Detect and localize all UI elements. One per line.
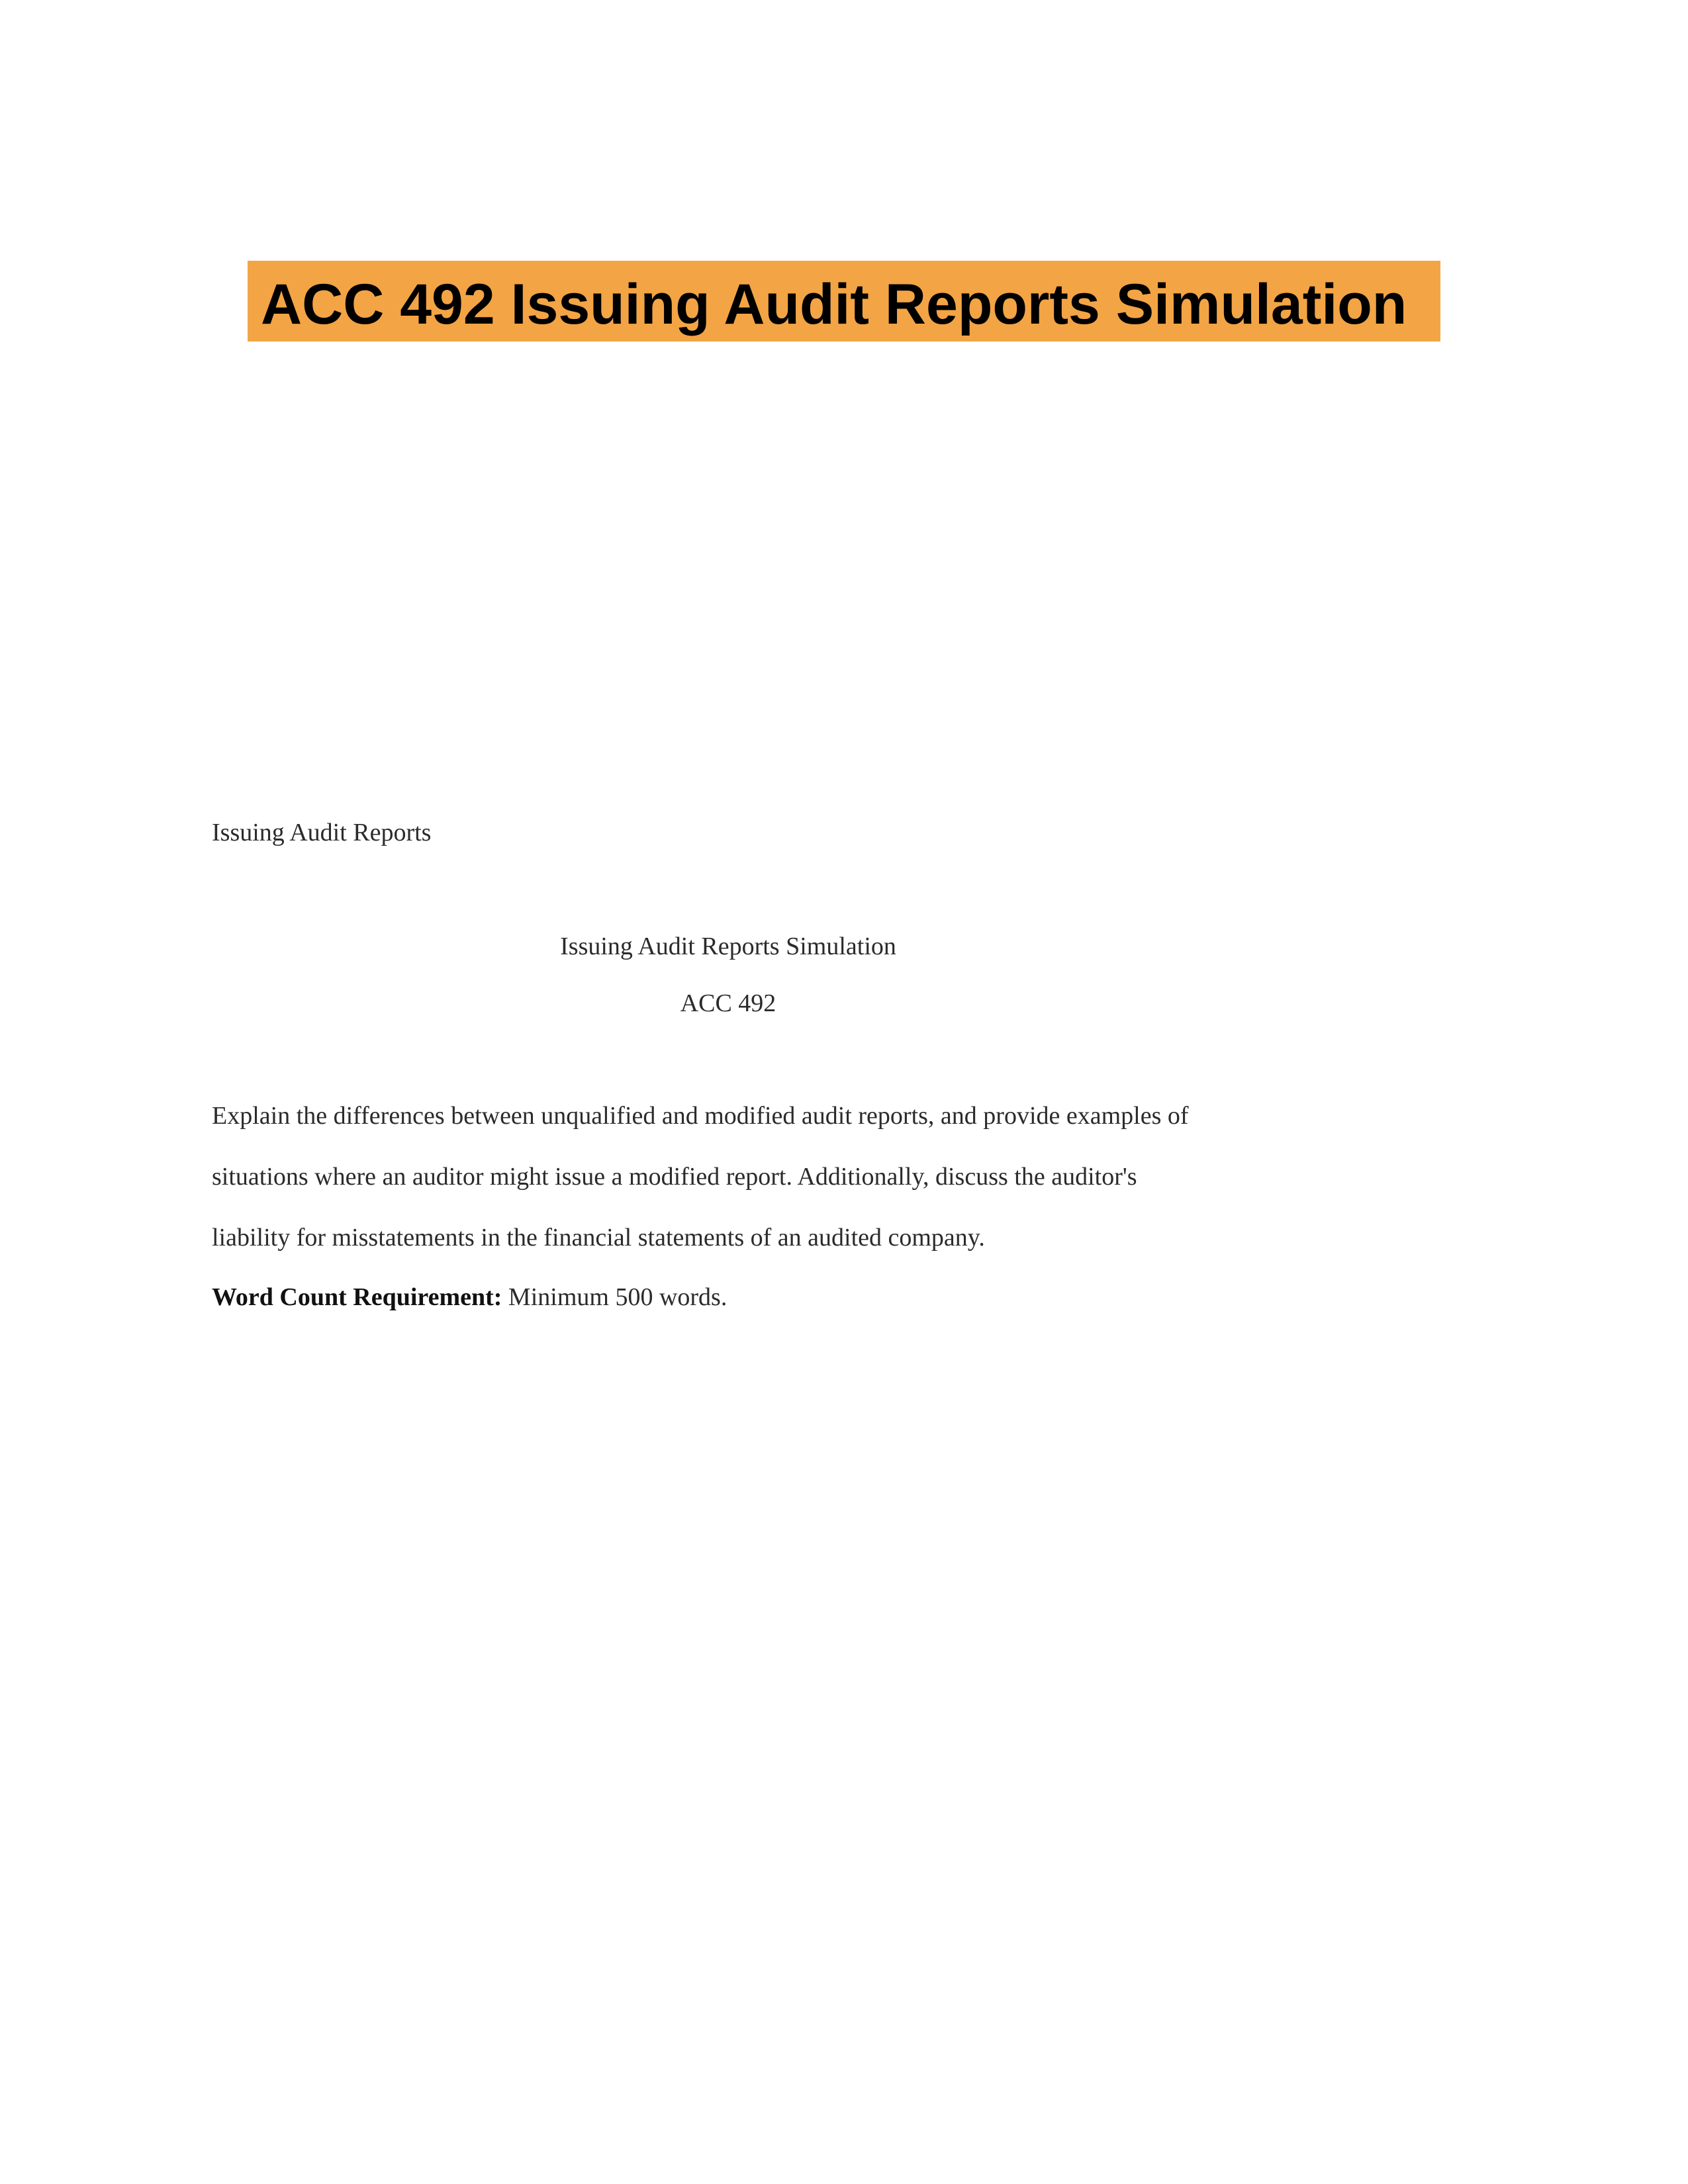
document-title: Issuing Audit Reports Simulation	[560, 933, 896, 960]
course-code: ACC 492	[680, 989, 776, 1017]
prompt-line-2: situations where an auditor might issue a modified report. Additionally, discuss the auditor's	[212, 1163, 1137, 1191]
running-head: Issuing Audit Reports	[212, 819, 432, 846]
word-count-requirement	[212, 1283, 727, 1312]
word-count-value: Minimum 500 words.	[502, 1283, 727, 1311]
word-count-label: Word Count Requirement:	[212, 1283, 502, 1311]
prompt-line-1: Explain the differences between unqualified and modified audit reports, and provide examples of	[212, 1102, 1189, 1130]
prompt-line-3: liability for misstatements in the financial statements of an audited company.	[212, 1224, 985, 1251]
banner-title: ACC 492 Issuing Audit Reports Simulation	[261, 273, 1407, 336]
